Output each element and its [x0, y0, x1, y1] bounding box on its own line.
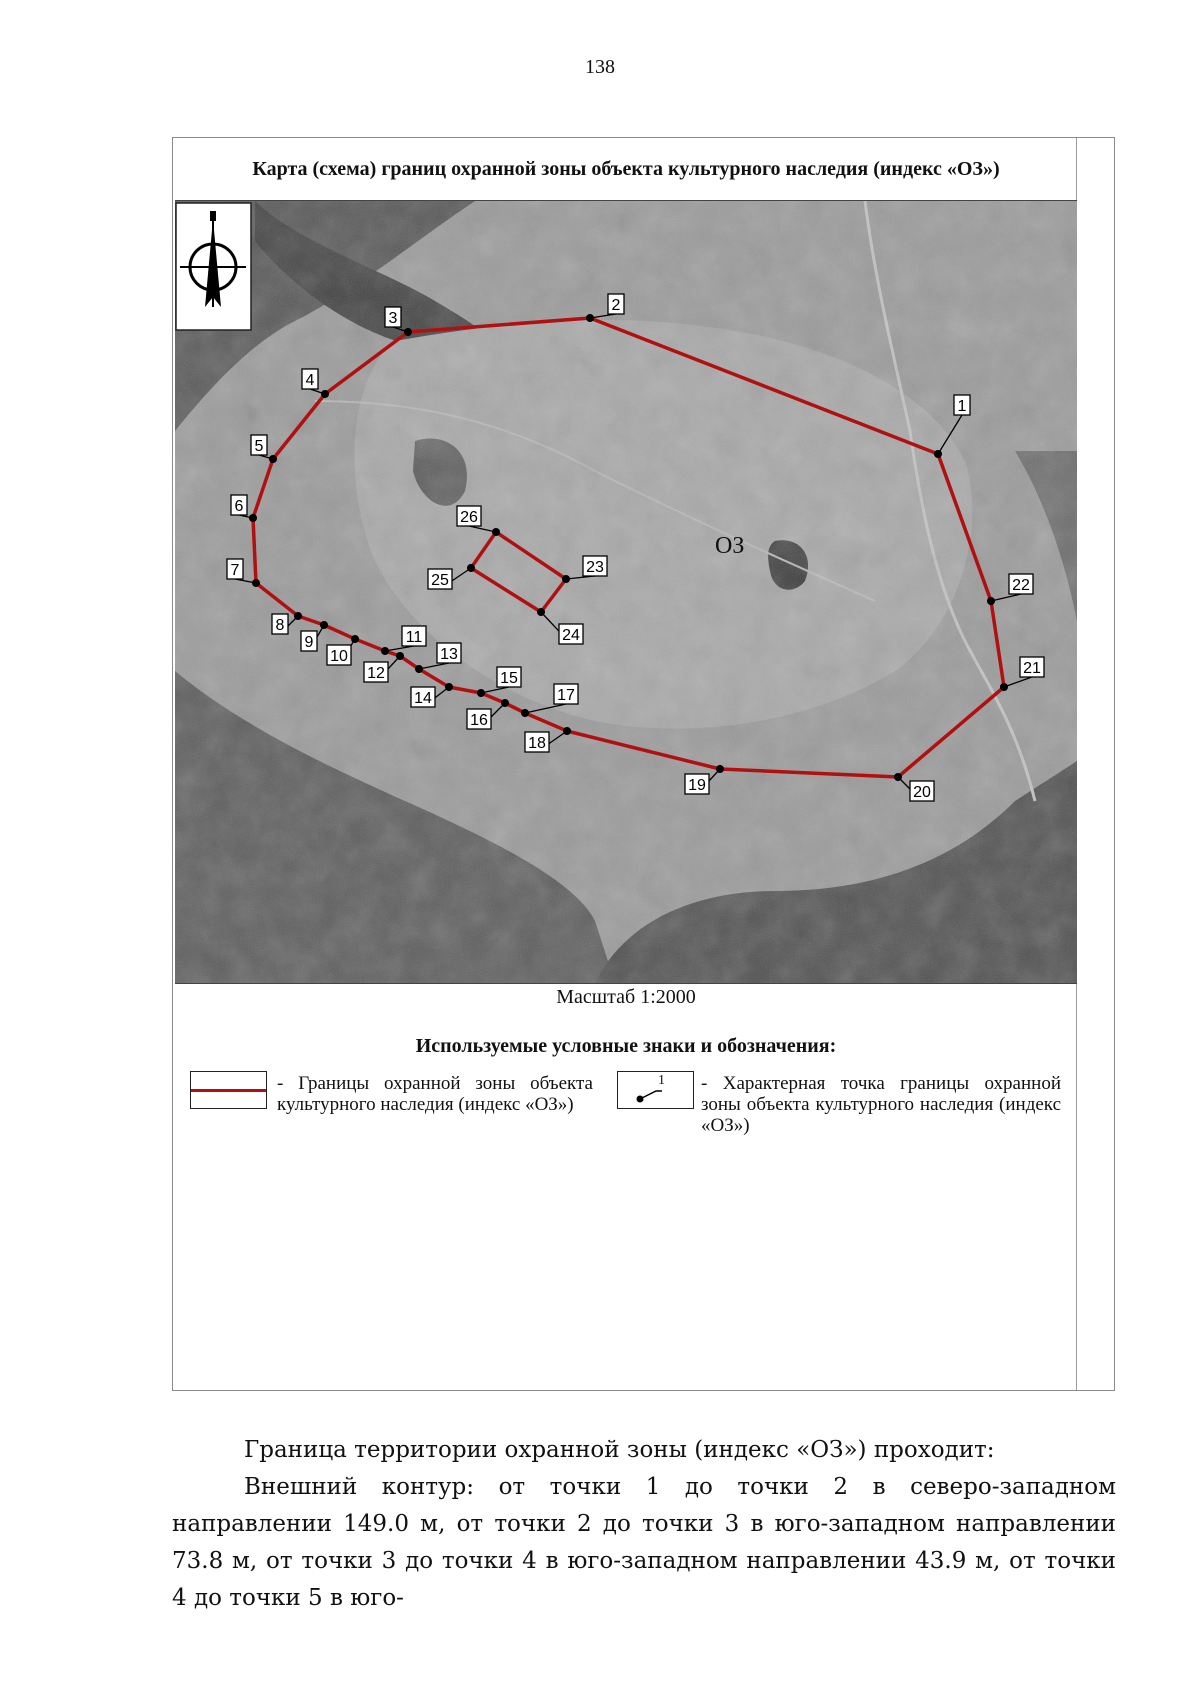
point-label-17: 17 — [557, 687, 575, 704]
page-number: 138 — [585, 56, 615, 78]
point-dot — [716, 765, 724, 773]
point-label-21: 21 — [1023, 660, 1041, 677]
point-label-20: 20 — [913, 784, 931, 801]
point-dot — [381, 647, 389, 655]
legend-point-text: - Характерная точка границы охранной зоны объекта культурного наследия (индекс «ОЗ») — [701, 1073, 1061, 1136]
zone-label: ОЗ — [715, 533, 745, 559]
point-dot — [445, 683, 453, 691]
point-label-15: 15 — [500, 670, 518, 687]
point-label-23: 23 — [586, 559, 604, 576]
point-dot — [537, 608, 545, 616]
point-dot — [521, 709, 529, 717]
point-label-7: 7 — [230, 562, 240, 579]
paragraph-contour: Внешний контур: от точки 1 до точки 2 в северо-западном направлении 149.0 м, от точки 2 до точки 3 в юго-западном направлении 73.8 м, от точки 3 до точки 4 в юго-западном направлении 43.9 м, от точки 4 до точки 5 в юго- — [172, 1474, 1116, 1611]
point-dot — [321, 390, 329, 398]
legend-boundary-text: - Границы охранной зоны объекта культурного наследия (индекс «ОЗ») — [277, 1073, 593, 1115]
point-dot — [586, 314, 594, 322]
compass-box — [176, 203, 251, 330]
point-dot — [294, 612, 302, 620]
point-dot — [934, 450, 942, 458]
point-dot — [477, 689, 485, 697]
point-label-24: 24 — [562, 627, 580, 644]
point-label-11: 11 — [405, 629, 423, 646]
legend-point-icon — [618, 1072, 692, 1107]
map-title: Карта (схема) границ охранной зоны объекта культурного наследия (индекс «ОЗ») — [252, 158, 1000, 180]
legend-boundary-line — [191, 1089, 266, 1092]
point-dot — [987, 597, 995, 605]
point-label-19: 19 — [688, 777, 706, 794]
point-label-18: 18 — [528, 735, 546, 752]
point-dot — [269, 455, 277, 463]
point-label-22: 22 — [1012, 577, 1030, 594]
point-dot — [467, 564, 475, 572]
terrain-grain — [175, 201, 1077, 983]
point-label-14: 14 — [414, 690, 432, 707]
paragraph-intro: Граница территории охранной зоны (индекс «ОЗ») проходит: — [244, 1437, 995, 1463]
point-dot — [492, 528, 500, 536]
point-label-25: 25 — [431, 572, 449, 589]
point-dot — [501, 699, 509, 707]
map-scale: Масштаб 1:2000 — [556, 986, 696, 1008]
point-label-4: 4 — [305, 372, 315, 389]
point-label-26: 26 — [460, 509, 478, 526]
point-label-10: 10 — [330, 648, 348, 665]
point-dot — [415, 665, 423, 673]
legend-title: Используемые условные знаки и обозначения: — [415, 1035, 837, 1057]
point-dot — [562, 575, 570, 583]
legend-point-symbol — [617, 1071, 694, 1109]
legend-point-number: 1 — [658, 1073, 665, 1088]
point-label-3: 3 — [388, 310, 398, 327]
legend-boundary-symbol — [190, 1071, 267, 1109]
point-dot — [404, 328, 412, 336]
point-label-8: 8 — [275, 617, 285, 634]
point-dot — [563, 727, 571, 735]
point-dot — [351, 635, 359, 643]
point-label-1: 1 — [957, 398, 967, 415]
aerial-map — [175, 200, 1077, 984]
point-label-12: 12 — [367, 665, 385, 682]
point-dot — [1000, 683, 1008, 691]
point-label-5: 5 — [254, 438, 264, 455]
point-dot — [249, 514, 257, 522]
point-label-13: 13 — [440, 646, 458, 663]
point-label-16: 16 — [470, 712, 488, 729]
point-dot — [252, 579, 260, 587]
point-dot — [320, 621, 328, 629]
point-dot — [396, 652, 404, 660]
point-label-2: 2 — [611, 297, 621, 314]
point-label-6: 6 — [234, 498, 244, 515]
point-dot — [894, 773, 902, 781]
point-label-9: 9 — [304, 634, 314, 651]
